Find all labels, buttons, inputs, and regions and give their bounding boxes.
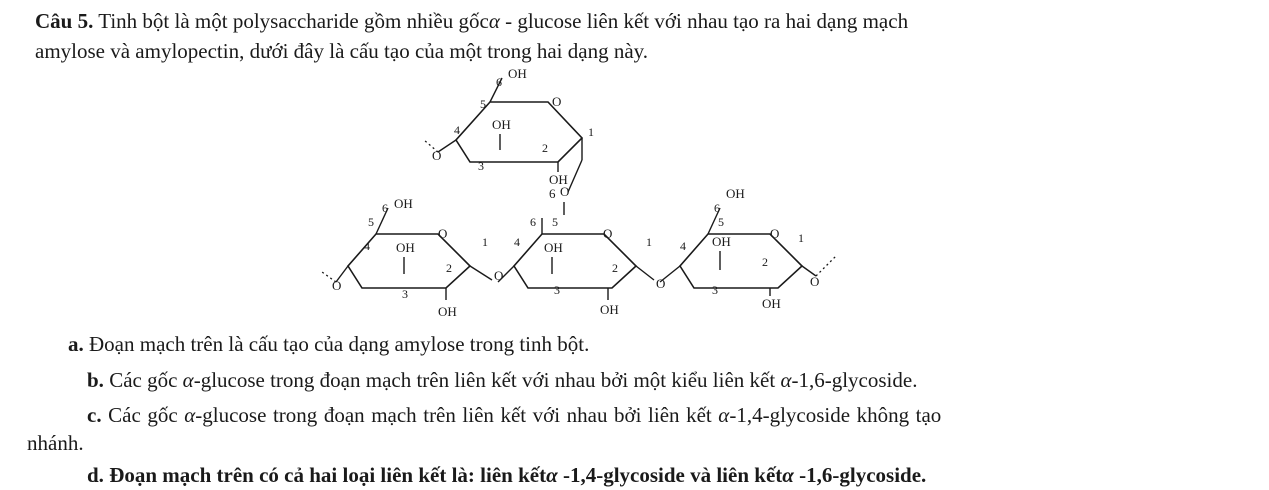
left-c5-label: 5 <box>368 215 374 229</box>
right-link-oxygen: O <box>656 276 666 291</box>
right-c4-label: 4 <box>680 239 686 253</box>
mid-c2-label: 2 <box>612 261 618 275</box>
top-c1-label: 1 <box>588 125 594 139</box>
question-intro-part2: - glucose liên kết với nhau tạo ra hai dạng mạch <box>505 9 909 33</box>
option-a-text: Đoạn mạch trên là cấu tạo của dạng amylose trong tinh bột. <box>89 332 590 356</box>
branch-link-oxygen: O <box>560 184 570 199</box>
right-ring-oxygen: O <box>770 226 780 241</box>
mid-link-oxygen: O <box>494 268 504 283</box>
top-c4-oxygen: O <box>432 148 442 163</box>
right-c3-label: 3 <box>712 283 718 297</box>
amylopectin-structure-diagram <box>320 60 860 325</box>
left-c4-oxygen: O <box>332 278 342 293</box>
mid-ring-oxygen: O <box>603 226 613 241</box>
option-c-text: -glucose trong đoạn mạch trên liên kết với nhau bởi liên kết <box>195 403 712 427</box>
left-c1-label: 1 <box>482 235 488 249</box>
option-b-post: -1,6-glycoside. <box>791 368 918 392</box>
option-d-alpha: α <box>546 463 558 487</box>
option-c-continuation <box>27 430 84 456</box>
option-b-alpha: α <box>182 368 194 392</box>
option-b-label: b. <box>87 368 104 392</box>
mid-c6-label: 6 <box>530 215 536 229</box>
option-b-text: -glucose trong đoạn mạch trên liên kết với nhau bởi một kiểu liên kết <box>193 368 776 392</box>
option-a-label: a. <box>68 332 84 356</box>
mid-c5-label: 5 <box>552 215 558 229</box>
option-b <box>87 367 917 393</box>
right-c2-oh: OH <box>762 296 781 311</box>
option-c-post: -1,4-glycoside không tạo <box>729 403 942 427</box>
top-c5-label: 5 <box>480 97 486 111</box>
left-c6-label: 6 <box>382 201 388 215</box>
top-c6-oh: OH <box>508 66 527 81</box>
option-d <box>87 462 926 488</box>
left-c2-oh: OH <box>438 304 457 319</box>
mid-c3-oh: OH <box>544 240 563 255</box>
right-c1-oxygen: O <box>810 274 820 289</box>
top-c3-label: 3 <box>478 159 484 173</box>
left-c6-oh: OH <box>394 196 413 211</box>
mid-c2-oh: OH <box>600 302 619 317</box>
branch-c6-label: 6 <box>549 186 556 201</box>
mid-c4-label: 4 <box>514 235 520 249</box>
question-number: Câu 5. <box>35 9 94 33</box>
alpha-symbol: α <box>488 9 500 33</box>
top-c3-oh: OH <box>492 117 511 132</box>
option-d-text: Đoạn mạch trên có cả hai loại liên kết là: liên kết <box>109 463 547 487</box>
left-c3-oh: OH <box>396 240 415 255</box>
right-c2-label: 2 <box>762 255 768 269</box>
top-glucose-ring <box>424 66 594 215</box>
option-d-mid: -1,4-glycoside và liên kết <box>562 463 783 487</box>
option-c-alpha: α <box>184 403 196 427</box>
option-b-pre: Các gốc <box>109 368 178 392</box>
option-c-label: c. <box>87 403 102 427</box>
left-glucose-ring <box>322 196 492 319</box>
option-d-post: -1,6-glycoside. <box>799 463 927 487</box>
mid-c3-label: 3 <box>554 283 560 297</box>
question-intro-part1: Tinh bột là một polysaccharide gồm nhiều gốc <box>98 9 489 33</box>
right-glucose-ring <box>656 186 836 311</box>
option-a <box>68 331 589 357</box>
option-d-alpha2: α <box>782 463 794 487</box>
option-c-pre: Các gốc <box>108 403 178 427</box>
right-c5-label: 5 <box>718 215 724 229</box>
right-c6-oh: OH <box>726 186 745 201</box>
top-c2-label: 2 <box>542 141 548 155</box>
right-c6-label: 6 <box>714 201 720 215</box>
option-c-cont: nhánh. <box>27 431 84 455</box>
top-c6-label: 6 <box>496 75 502 89</box>
left-c2-label: 2 <box>446 261 452 275</box>
option-c-alpha2: α <box>718 403 730 427</box>
top-c4-label: 4 <box>454 123 460 137</box>
option-c <box>87 402 941 428</box>
right-c3-oh: OH <box>712 234 731 249</box>
top-ring-oxygen: O <box>552 94 562 109</box>
middle-glucose-ring <box>494 215 654 317</box>
question-line-1 <box>35 8 908 34</box>
right-c1-label: 1 <box>798 231 804 245</box>
mid-c1-label: 1 <box>646 235 652 249</box>
option-b-alpha2: α <box>780 368 792 392</box>
left-c3-label: 3 <box>402 287 408 301</box>
left-c4-label: 4 <box>364 239 370 253</box>
option-d-label: d. <box>87 463 104 487</box>
question-intro-line2: amylose và amylopectin, dưới đây là cấu tạo của một trong hai dạng này. <box>35 39 649 63</box>
top-c2-oh: OH <box>549 172 568 187</box>
left-ring-oxygen: O <box>438 226 448 241</box>
